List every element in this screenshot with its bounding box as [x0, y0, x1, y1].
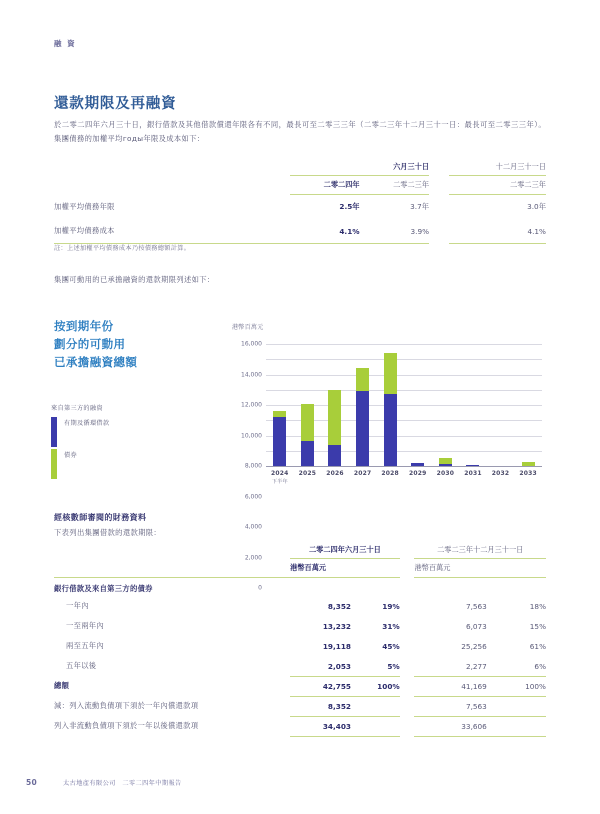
legend-swatch-icon-green: [51, 449, 57, 479]
footer-company-text: 太古地產有限公司 二零二四年中期報告: [63, 780, 182, 787]
prev-amount-1-to-2-years: 6,073: [465, 622, 487, 631]
chart-bar-segment-loans: [356, 391, 369, 466]
chart-bar-slot: [404, 344, 432, 466]
chart-bar-slot: [432, 344, 460, 466]
table-row: [54, 219, 546, 244]
chart-bar-slot: [376, 344, 404, 466]
chart-lead-in-text: 集團可動用的已承擔融資的還款期限列述如下：: [54, 275, 215, 284]
chart-y-tick-label: 2,000: [244, 554, 262, 561]
table-group-header-row: [54, 162, 546, 176]
cur-pct-less-current: [351, 696, 400, 716]
prev-pct-within-1-year: 18%: [529, 602, 546, 611]
legend-label-0: 有期及循環借款: [64, 420, 110, 427]
legend-item-term-revolving-loans: [51, 417, 211, 447]
row-label-total: 總額: [54, 681, 70, 690]
prev-pct-non-current: [487, 716, 546, 736]
row-label-after-5-years: 五年以後: [66, 661, 97, 670]
chart-x-tick-label: 2033: [519, 470, 537, 477]
chart-bar-segment-bonds: [356, 368, 369, 391]
prev-pct-1-to-2-years: 15%: [529, 622, 546, 631]
prev-pct-after-5-years: 6%: [487, 656, 546, 676]
value-cost-2023-jun: 3.9%: [360, 219, 429, 244]
chart-bar-segment-loans: [301, 441, 314, 466]
chart-x-tick-label: 2025: [298, 470, 317, 477]
page-title: 還款期限及再融資: [54, 96, 177, 112]
table-row: [54, 696, 546, 716]
unit-current: 港幣百萬元: [290, 559, 400, 578]
legend-title: 來自第三方的融資: [51, 405, 103, 412]
running-head: 融 資: [54, 39, 77, 48]
table-category-row: [54, 578, 546, 597]
chart-x-tick-label: 2032: [491, 470, 510, 477]
chart-x-tick-sublabel: 下半年: [271, 479, 288, 485]
chart-bar: [301, 404, 314, 466]
chart-heading-line-3: 已承擔融資總額: [54, 354, 138, 369]
chart-x-tick-label: 2028: [381, 470, 399, 477]
prev-pct-less-current: [487, 696, 546, 716]
table-row: [54, 636, 546, 656]
prev-amount-total: 41,169: [414, 676, 486, 696]
cur-amount-within-1-year: 8,352: [327, 602, 351, 611]
chart-unit-label: 港幣百萬元: [232, 324, 264, 331]
chart-bar-slot: [514, 344, 542, 466]
chart-x-tick-label: 2024 下半年: [266, 470, 294, 485]
cur-amount-after-5-years: 2,053: [290, 656, 351, 676]
sub-header-2023-jun: 二零二三年: [360, 176, 429, 195]
chart-heading: [54, 318, 204, 371]
value-cost-2023-dec: 4.1%: [449, 219, 546, 244]
value-cost-2024-jun: 4.1%: [290, 219, 359, 244]
chart-bar-slot: [266, 344, 294, 466]
chart-y-tick-label: 4,000: [244, 523, 262, 531]
prev-amount-after-5-years: 2,277: [414, 656, 486, 676]
chart-x-tick-label: 2029: [409, 470, 427, 477]
chart-x-tick-label: 2031: [464, 470, 482, 477]
header-previous-period: 二零二三年十二月三十一日: [414, 545, 546, 559]
chart-bar-slot: [487, 344, 515, 466]
chart-y-tick-label: 0: [258, 584, 262, 592]
cur-pct-1-to-2-years: 31%: [382, 622, 400, 631]
borrowings-maturity-table: [54, 545, 546, 737]
chart-bar-segment-bonds: [384, 353, 397, 395]
weighted-average-table: [54, 162, 546, 244]
chart-bar-segment-bonds: [328, 390, 341, 446]
table-row: [54, 616, 546, 636]
chart-bars: [266, 344, 542, 466]
subsection-title: 經核數師審閱的財務資料: [54, 513, 147, 522]
chart-bar-slot: [459, 344, 487, 466]
legend-item-bonds: [51, 449, 211, 479]
chart-bar-segment-loans: [384, 394, 397, 466]
chart-y-tick-label: 8,000: [244, 462, 262, 470]
table-row: [54, 716, 546, 736]
header-current-period: 二零二四年六月三十日: [290, 545, 400, 559]
chart-bar-segment-loans: [273, 417, 286, 466]
chart-bar: [273, 411, 286, 466]
chart-x-tick-label: 2026: [326, 470, 344, 477]
row-label-2-to-5-years: 兩至五年內: [66, 641, 104, 650]
chart-x-axis: [266, 466, 542, 467]
chart-bar-slot: [321, 344, 349, 466]
chart-x-tick-label: 2027: [353, 470, 372, 477]
legend-label-1: 債券: [64, 452, 77, 459]
table-sub-header-row: [54, 176, 546, 195]
chart-bar-segment-bonds: [301, 404, 314, 441]
table-header-row: [54, 545, 546, 559]
chart-x-axis-labels: [266, 470, 542, 485]
intro-paragraph: 於二零二四年六月三十日，銀行借款及其他借款償還年限各有不同，最長可至二零三三年（二零二三年十二月三十一日：最長可至二零三三年）。集團債務的加權平均годы年限及成本如下：: [54, 120, 546, 144]
table-row: [54, 656, 546, 676]
cur-pct-2-to-5-years: 45%: [382, 642, 400, 651]
prev-pct-2-to-5-years: 61%: [529, 642, 546, 651]
sub-header-2023-dec: 二零二三年: [449, 176, 546, 195]
cur-amount-total: 42,755: [290, 676, 351, 696]
table-unit-row: [54, 559, 546, 578]
prev-pct-total: 100%: [487, 676, 546, 696]
page-footer: [26, 778, 182, 787]
cur-pct-within-1-year: 19%: [382, 602, 400, 611]
cur-pct-after-5-years: 5%: [351, 656, 400, 676]
row-label-weighted-debt-cost: 加權平均債務成本: [54, 219, 290, 244]
chart-bar-segment-loans: [328, 445, 341, 466]
category-bank-borrowings: 銀行借款及來自第三方的債券: [54, 584, 153, 593]
chart-legend: [51, 403, 211, 481]
chart-x-tick-label: 2030: [436, 470, 455, 477]
legend-swatch-icon-blue: [51, 417, 57, 447]
chart-bar: [439, 458, 452, 466]
cur-amount-1-to-2-years: 13,232: [322, 622, 351, 631]
sub-header-2024-jun: 二零二四年: [290, 176, 359, 195]
value-maturity-2023-jun: 3.7年: [410, 202, 430, 211]
table-total-row: [54, 676, 546, 696]
chart-bar-slot: [349, 344, 377, 466]
row-label-1-to-2-years: 一至兩年內: [66, 621, 104, 630]
unit-previous: 港幣百萬元: [414, 559, 546, 578]
table-row: [54, 195, 546, 220]
chart-y-tick-label: 10,000: [241, 432, 262, 439]
row-label-non-current-liabilities: 列入非流動負債項下須於一年以後償還款項: [54, 721, 199, 730]
cur-amount-2-to-5-years: 19,118: [322, 642, 351, 651]
row-label-weighted-debt-maturity: 加權平均債務年限: [54, 201, 115, 211]
chart-bar: [356, 368, 369, 466]
prev-amount-within-1-year: 7,563: [465, 602, 487, 611]
chart-heading-line-1: 按到期年份: [54, 319, 114, 333]
group-header-current: 六月三十日: [290, 162, 429, 176]
prev-amount-2-to-5-years: 25,256: [461, 642, 487, 651]
row-label-within-1-year: 一年內: [66, 601, 89, 610]
value-maturity-2023-dec: 3.0年: [527, 202, 546, 211]
prev-amount-less-current: 7,563: [414, 696, 486, 716]
page-number: 50: [26, 778, 38, 787]
row-label-less-current-liabilities: 減：列入流動負債項下須於一年內償還款項: [54, 701, 199, 710]
prev-amount-non-current: 33,606: [414, 716, 486, 736]
chart-y-tick-label: 12,000: [241, 401, 262, 409]
cur-amount-non-current: 34,403: [290, 716, 351, 736]
chart-y-tick-label: 6,000: [244, 493, 262, 500]
cur-amount-less-current: 8,352: [290, 696, 351, 716]
table-row: [54, 596, 546, 616]
cur-pct-non-current: [351, 716, 400, 736]
chart-bar-slot: [294, 344, 322, 466]
chart-bar: [384, 353, 397, 466]
chart-bar: [328, 390, 341, 466]
value-maturity-2024-jun: 2.5年: [339, 202, 360, 211]
group-header-previous: 十二月三十一日: [449, 162, 546, 176]
chart-heading-line-2: 劃分的可動用: [54, 336, 126, 351]
chart-y-tick-label: 16,000: [241, 340, 262, 348]
cur-pct-total: 100%: [351, 676, 400, 696]
chart-y-tick-label: 14,000: [241, 371, 262, 378]
table-note: 註：上述加權平均債務成本乃按債務總額計算。: [54, 245, 191, 252]
subsection-lead-in: 下表列出集團借款的還款期限：: [54, 528, 162, 537]
